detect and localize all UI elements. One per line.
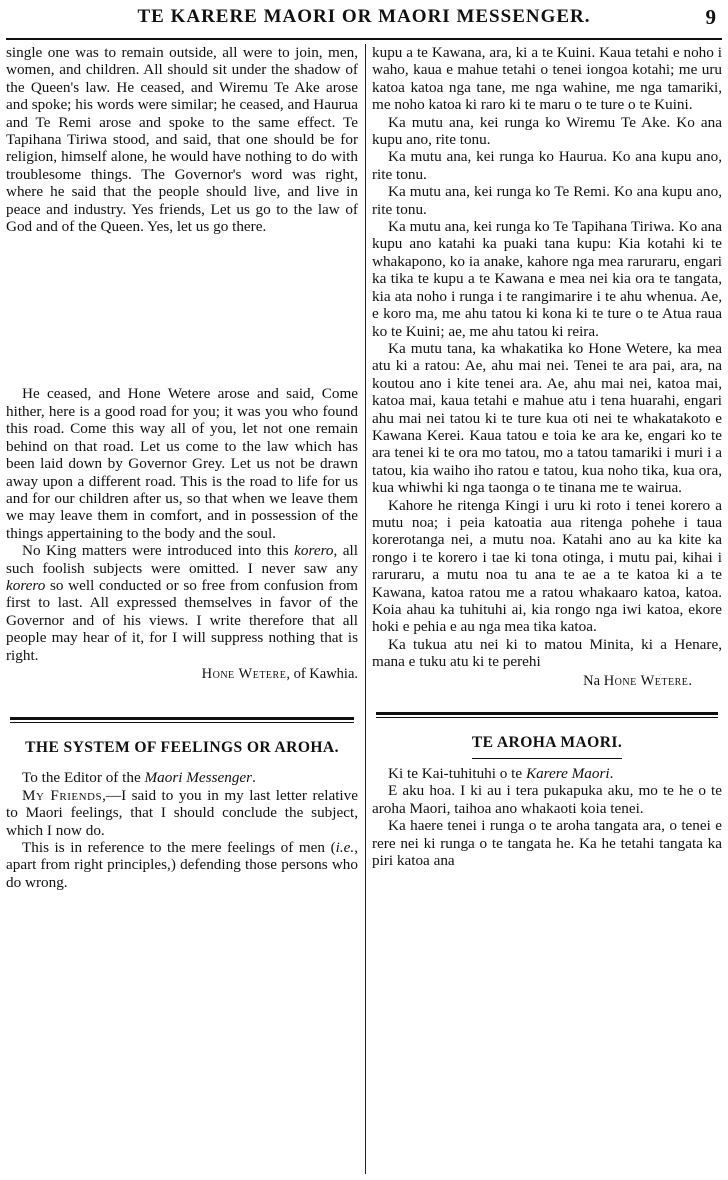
paragraph: Ka mutu tana, ka whakatika ko Hone Wetere, ka mea atu ki a ratou: Ae, ahu mai nei. Tenei te ara pai, ara, na koutou ano i kite tenei ara. Ae, ahu mai nei, katoa mai, katoa mai, kaua tetahi e mahue atu i tena huarahi, engari ahu mai nei tatou ki te ture kua oti nei te whakatakoto e Kawana Kerei. Kaua tatou e toia ke ara ke, engari ko te ara tenei ki te ora mo tatou, mo a tatou tamariki i muri i a tatou, kia waiho iho ratou e tatou, kua noho tika, kua ora, kua whiwhi ki nga taonga o te tinana me te wairua.: [372, 339, 722, 497]
paragraph: single one was to remain outside, all were to join, men, women, and children. All should sit under the shadow of the Queen's law. He ceased, and Wiremu Te Ake arose and spoke; his words were similar; he ceased, and Haurua and Te Remi arose and spoke to the same effect. Te Tapihana Tiriwa stood, and said, that one should be for religion, himself alone, he would have nothing to do with troublesome things. The Governor's word was right, where he said that the people should live, and live in peace and industry. Yes friends, Let us go to the law of God and of the Queen. Yes, let us go there.: [6, 44, 358, 236]
salutation: My Friends: [22, 786, 103, 804]
paragraph: Ka mutu ana, kei runga ko Haurua. Ko ana kupu ano, rite tonu.: [372, 148, 722, 183]
paragraph: Ka mutu ana, kei runga ko Te Tapihana Tiriwa. Ko ana kupu ano katahi ka puaki tana kupu: Kia kotahi ki te whakapono, ko ia anake, kahore nga mea raruraru, engari ka tika te kupu a te Kawana e mea nei kia ora te tangata, kia ata noho i runga i te rangimarire i te ahu whenua. Ae, e koro ma, me ahu tatou ki kona ki te ture o te Atua raua ko te Kuini; ae, me ahu tatou ki reira.: [372, 218, 722, 340]
text-run: To the Editor of the: [22, 769, 145, 787]
maori-column: [372, 44, 722, 1174]
section-rule-thin: [376, 717, 718, 718]
text-run: .: [252, 769, 256, 787]
section-rule-thick: [10, 717, 354, 720]
signature-name: Hone Wetere: [603, 672, 689, 689]
section-rule-thick: [376, 712, 718, 715]
text-run: Ki te Kai-tuhituhi o te: [388, 765, 526, 783]
text-run: This is in reference to the mere feelings of men (: [22, 839, 336, 856]
paragraph: [6, 542, 358, 664]
text-run: No King matters were introduced into this: [22, 542, 295, 560]
editor-line: [6, 769, 358, 786]
text-run: .: [609, 765, 614, 783]
paragraph: [6, 787, 358, 839]
title-underline: [472, 758, 622, 759]
paragraph: Ka tukua atu nei ki to matou Minita, ki a Henare, mana e tuku atu ki te perehi: [372, 635, 722, 671]
header-rule: [6, 38, 722, 40]
section-title: THE SYSTEM OF FEELINGS OR AROHA.: [25, 739, 339, 757]
italic-term: korero: [294, 542, 334, 560]
section-title: TE AROHA MAORI.: [471, 734, 623, 752]
section-rule-thin: [10, 722, 354, 723]
signature-place: , of Kawhia.: [286, 665, 358, 682]
text-run: , all such foolish subjects were omitted. I never saw any: [6, 542, 358, 577]
italic-term: i.e.: [335, 839, 355, 856]
paragraph: Ka mutu ana, kei runga ko Te Remi. Ko ana kupu ano, rite tonu.: [372, 183, 722, 218]
text-run: ,—I said to you in my last letter relative to Maori feelings, that I should conclude the subject, which I now do.: [6, 786, 358, 839]
signature: [6, 666, 358, 683]
editor-line: [372, 765, 722, 782]
text-run: , apart from right principles,) defending those persons who do wrong.: [6, 839, 358, 891]
english-column: [6, 44, 358, 1174]
paragraph: Kahore he ritenga Kingi i uru ki roto i tenei korero a mutu noa; i peia katoatia aua ritenga pohehe i taua korerotanga nei, a mutu noa. Katahi ano au ka kite ka rongo i te korero i tae ki tona otinga, i mutu pai, kihai i raruraru, a mutu noa tu ana te ae a te katoa ki a te Kawana, katoa ratou me a ratou whakaaro katoa, katoa. Koia ahau ka tuhituhi ai, kia rongo nga iwi katoa, ekore hoki e pehia e au nga mea tika katoa.: [372, 496, 722, 636]
column-gap: [6, 235, 358, 385]
text-run: Na: [583, 672, 604, 689]
paragraph: Ka haere tenei i runga o te aroha tangata ara, o tenei e rere nei ki runga o te tangata he. Ka he tetahi tangata ka piri katoa ana: [372, 817, 722, 870]
text-run: .: [688, 672, 692, 689]
newspaper-name: Maori Messenger: [144, 769, 253, 787]
paragraph: kupu a te Kawana, ara, ki a te Kuini. Kaua tetahi e noho i waho, kaua e mahue tetahi o tenei iongoa kotahi; me uru katoa katoa nga tane, me nga wahine, me nga tamariki, me noho katoa ki raro ki te maru o te ture o te Kuini.: [372, 44, 722, 114]
column-divider: [365, 44, 366, 1174]
paragraph: E aku hoa. I ki au i tera pukapuka aku, mo te he o te aroha Maori, taihoa ano whakaoti koia tenei.: [372, 782, 722, 817]
italic-term: korero: [6, 576, 46, 594]
newspaper-name: Karere Maori: [525, 765, 610, 783]
page-header: [0, 0, 728, 44]
text-run: so well conducted or so free from confusion from first to last. All expressed themselves in favor of the Governor and of his views. I write therefore that all people may hear of it, for I will suppress nothing that is right.: [6, 576, 358, 664]
paragraph: [6, 839, 358, 891]
newspaper-title: TE KARERE MAORI OR MAORI MESSENGER.: [137, 6, 591, 27]
signature-name: Hone Wetere: [201, 665, 287, 682]
page-number: 9: [705, 5, 716, 29]
signature: [372, 673, 692, 690]
paragraph: He ceased, and Hone Wetere arose and said, Come hither, here is a good road for you; it was you who found this road. Come this way all of you, let not one remain behind on that road. Let us come to the law which has been laid down by Governor Grey. Let us not be drawn away upon a different road. This is the road to life for us and for our children after us, so that when we leave them we may leave them in comfort, and in possession of the things appertaining to the body and the soul.: [6, 385, 358, 542]
paragraph: Ka mutu ana, kei runga ko Wiremu Te Ake. Ko ana kupu ano, rite tonu.: [372, 113, 722, 149]
